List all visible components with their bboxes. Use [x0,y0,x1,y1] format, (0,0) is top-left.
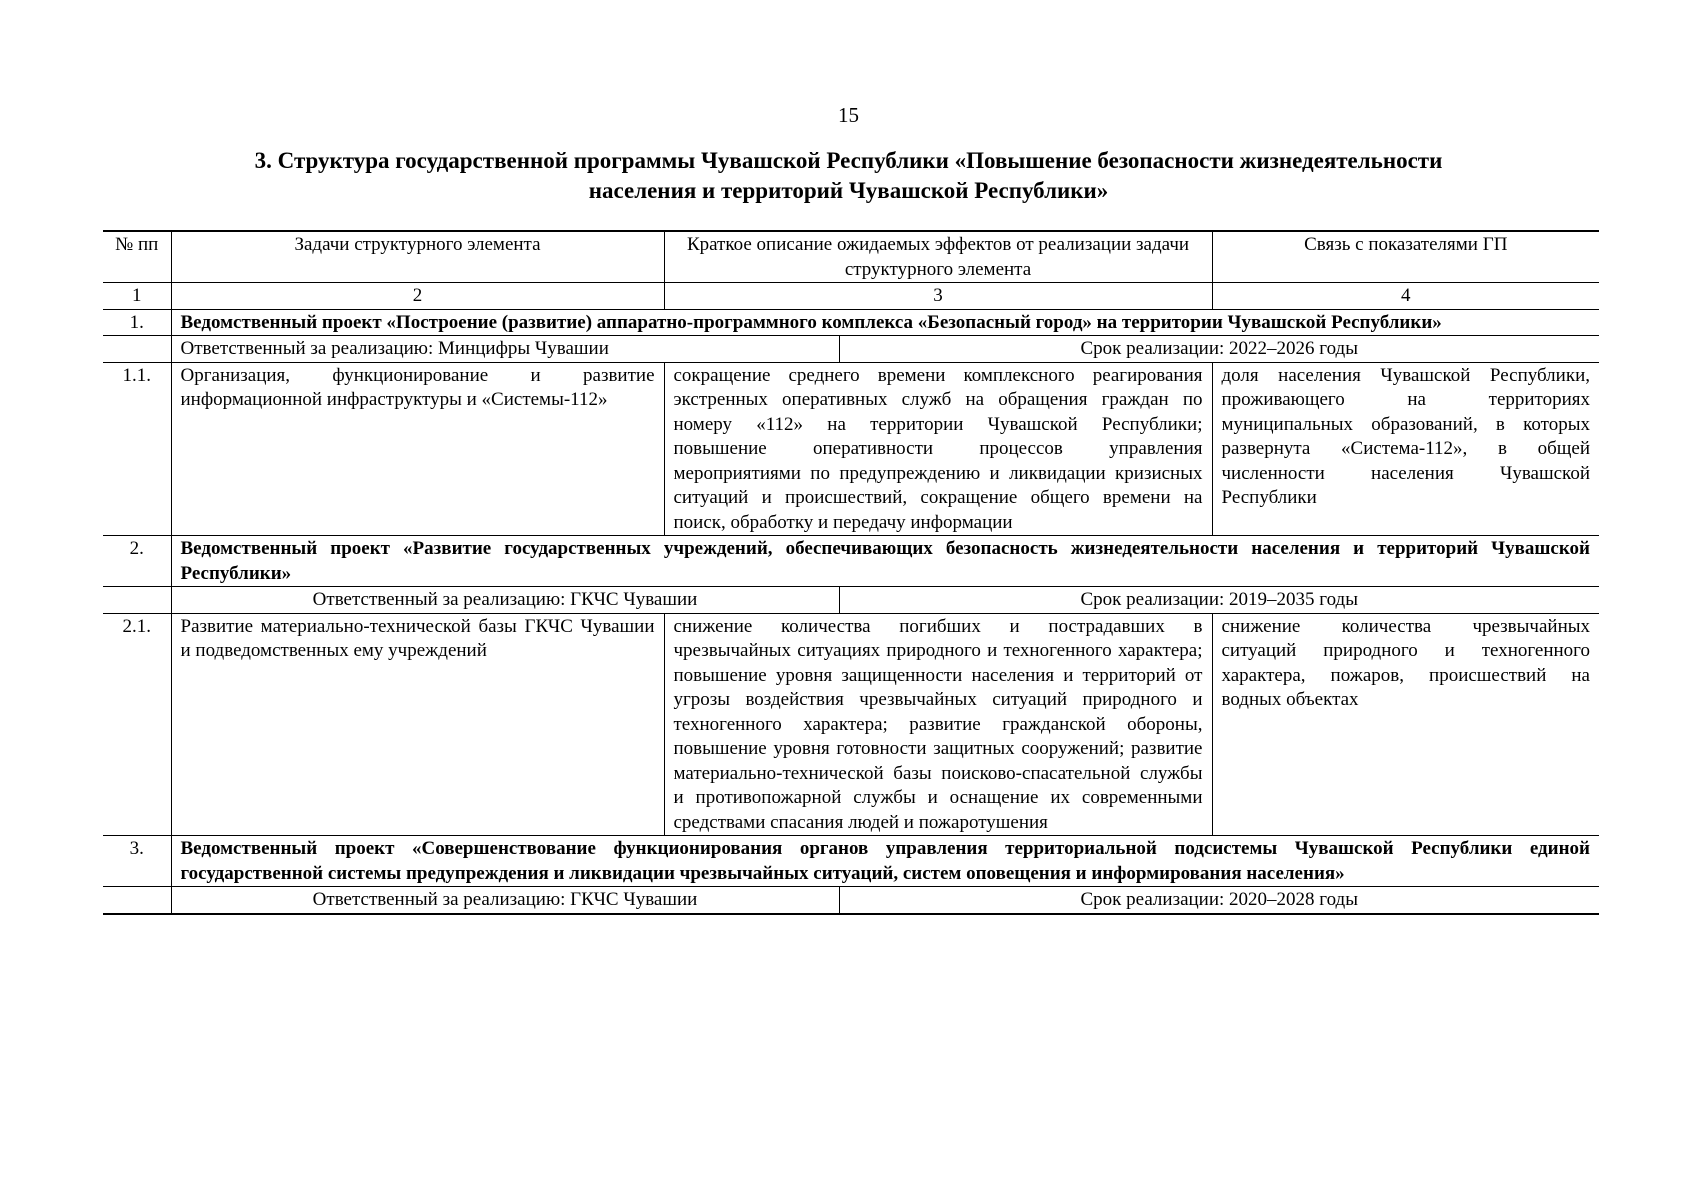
section-number: 2. [103,536,171,587]
numbering-cell: 2 [171,283,664,310]
task-number: 2.1. [103,613,171,836]
effect-text: снижение количества погибших и пострадавших в чрезвычайных ситуациях природного и техногенного характера; повышение уровня защищенности населения и территорий от угрозы воздействия чрезвычайных ситуаций природного и техногенного характера; развитие гражданской обороны, повышение уровня готовности защитных сооружений; развитие материально-технической базы поисково-спасательной службы и противопожарной службы и оснащение их современными средствами спасания людей и пожаротушения [664,613,1212,836]
responsible-text: Ответственный за реализацию: ГКЧС Чувашии [172,587,840,613]
term-text: Срок реализации: 2019–2035 годы [1080,589,1358,610]
responsible-row [103,887,1599,914]
responsible-text: Ответственный за реализацию: ГКЧС Чувашии [172,887,840,913]
header-col-number: № пп [103,231,171,283]
responsible-row [103,587,1599,614]
section-row [103,836,1599,887]
responsible-text: Ответственный за реализацию: Минцифры Чувашии [172,336,840,362]
effect-text: сокращение среднего времени комплексного реагирования экстренных оперативных служб на обращения граждан по номеру «112» на территории Чувашской Республики; повышение оперативности процессов управления мероприятиями по предупреждению и ликвидации кризисных ситуаций и происшествий, сокращение общего времени на поиск, обработку и передачу информации [664,362,1212,536]
title-line-1: 3. Структура государственной программы Чувашской Республики «Повышение безопасности жизнедеятельности [254,148,1443,173]
section-row [103,536,1599,587]
table-numbering-row [103,283,1599,310]
section-number: 1. [103,309,171,336]
numbering-cell: 1 [103,283,171,310]
responsible-row [103,336,1599,363]
section-title: Ведомственный проект «Развитие государственных учреждений, обеспечивающих безопасность жизнедеятельности населения и территорий Чувашской Республики» [171,536,1599,587]
section-row [103,309,1599,336]
task-text: Организация, функционирование и развитие информационной инфраструктуры и «Системы-112» [171,362,664,536]
term-text: Срок реализации: 2020–2028 годы [1080,889,1358,910]
task-row [103,613,1599,836]
document-title [150,146,1547,206]
task-number: 1.1. [103,362,171,536]
task-text: Развитие материально-технической базы ГКЧС Чувашии и подведомственных ему учреждений [171,613,664,836]
page-number: 15 [838,103,859,127]
task-row [103,362,1599,536]
section-title: Ведомственный проект «Совершенствование функционирования органов управления территориальной подсистемы Чувашской Республики единой государственной системы предупреждения и ликвидации чрезвычайных ситуаций, систем оповещения и информирования населения» [171,836,1599,887]
numbering-cell: 3 [664,283,1212,310]
header-col-effects: Краткое описание ожидаемых эффектов от реализации задачи структурного элемента [664,231,1212,283]
term-text: Срок реализации: 2022–2026 годы [1080,338,1358,359]
section-number: 3. [103,836,171,887]
header-col-tasks: Задачи структурного элемента [171,231,664,283]
section-title: Ведомственный проект «Построение (развитие) аппаратно-программного комплекса «Безопасный город» на территории Чувашской Республики» [171,309,1599,336]
indicator-text: снижение количества чрезвычайных ситуаций природного и техногенного характера, пожаров, происшествий на водных объектах [1212,613,1599,836]
numbering-cell: 4 [1212,283,1599,310]
structure-table [103,230,1599,915]
header-col-indicators: Связь с показателями ГП [1212,231,1599,283]
indicator-text: доля населения Чувашской Республики, проживающего на территориях муниципальных образований, в которых развернута «Система-112», в общей численности населения Чувашской Республики [1212,362,1599,536]
table-header-row [103,231,1599,283]
title-line-2: населения и территорий Чувашской Республики» [588,178,1109,203]
